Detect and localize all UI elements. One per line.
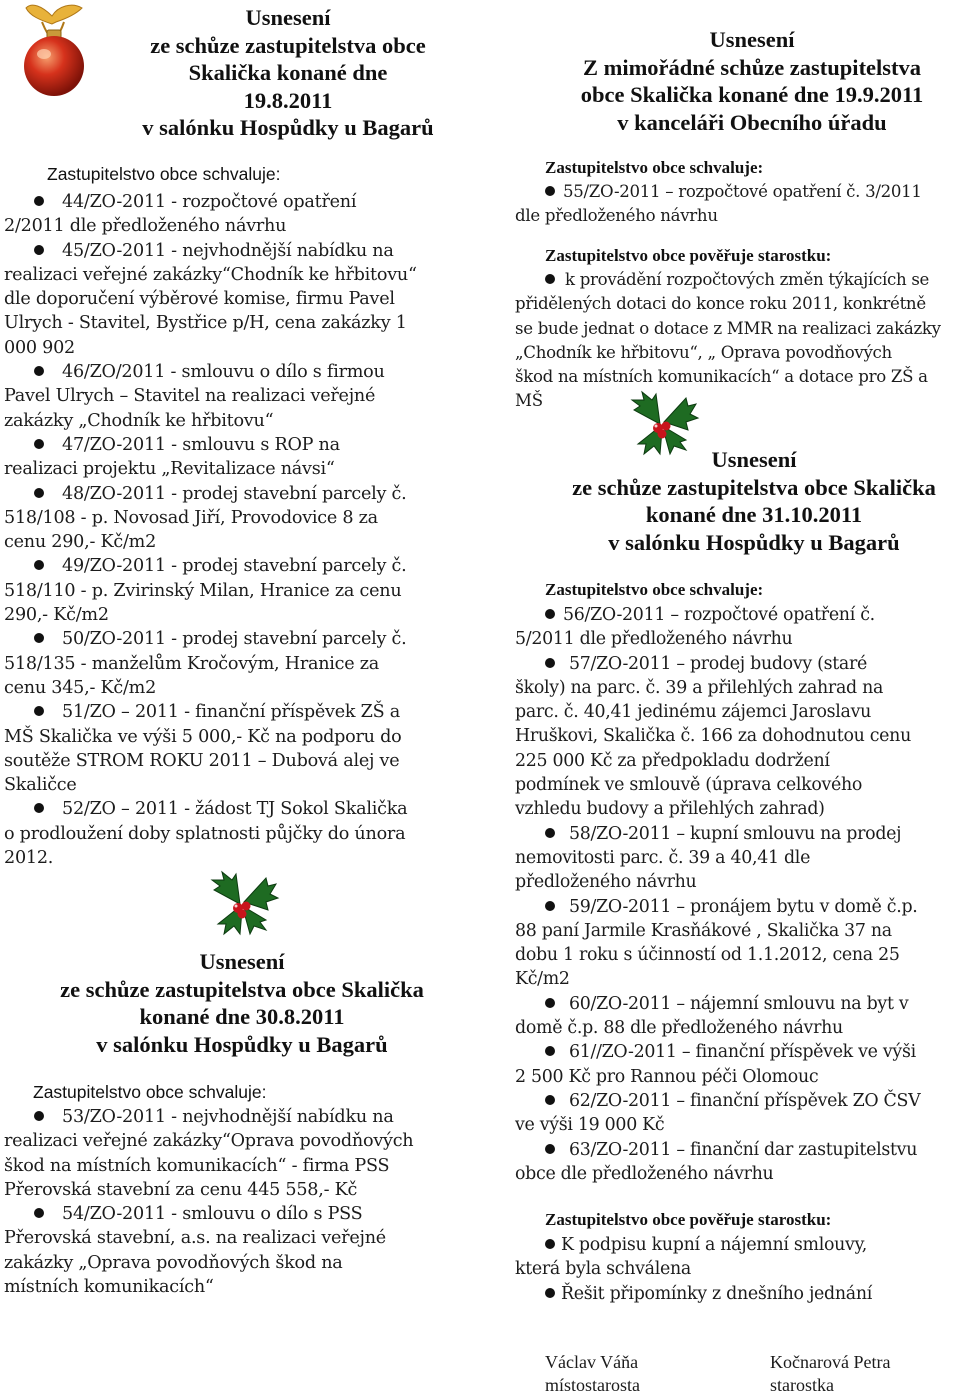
title-line: ze schůze zastupitelstva obce Skalička [572, 474, 936, 500]
list-item: 44/ZO-2011 - rozpočtové opatření 2/2011 dle předloženého návrhu [4, 192, 357, 237]
title-line: Usnesení [711, 447, 797, 472]
list-item: 48/ZO-2011 - prodej stavební parcely č. 518/108 - p. Novosad Jiří, Provodovice 8 za cenu 290,- Kč/m2 [4, 483, 407, 553]
list-item: 61//ZO-2011 – finanční příspěvek ve výši 2 500 Kč pro Rannou péči Olomouc [515, 1042, 916, 1087]
list-item: 47/ZO-2011 - smlouvu s ROP na realizaci projektu „Revitalizace návsi“ [4, 434, 340, 480]
bullet-icon [34, 803, 44, 813]
list-item: 57/ZO-2011 – prodej budovy (staré školy) na parc. č. 39 a přilehlých zahrad na parc. č. 40,41 jedinému zájemci Jaroslavu Hruškovi, Skalička č. 166 za dohodnutou cenu 225 000 Kč za předpokladu dodržení podmínek ve smlouvě (úprava celkového vzhledu budovy a přilehlých zahrad) [515, 653, 911, 820]
signature-name: Kočnarová Petra [770, 1352, 891, 1372]
signature-right [770, 1351, 890, 1397]
title-line: v salónku Hospůdky u Bagarů [142, 115, 434, 140]
list-item: 50/ZO-2011 - prodej stavební parcely č. 518/135 - manželům Kročovým, Hranice za cenu 345,- Kč/m2 [4, 629, 407, 698]
meeting1-title [0, 4, 576, 142]
meeting3-items1 [515, 180, 922, 229]
title-line: Z mimořádné schůze zastupitelstva [582, 54, 922, 80]
signature-name: Václav Váňa [545, 1352, 639, 1372]
section-heading: Zastupitelstvo obce schvaluje: [545, 158, 764, 177]
bullet-icon [34, 706, 44, 716]
meeting2-items [4, 1105, 413, 1299]
meeting2-title [0, 948, 484, 1058]
bullet-icon [545, 658, 555, 668]
title-line: Usnesení [245, 5, 331, 30]
list-item: 59/ZO-2011 – pronájem bytu v domě č.p. 88 paní Jarmile Krasňákové , Skalička 37 na dobu 1 roku s účinností od 1.1.2012, cena 25 Kč/m2 [515, 896, 918, 990]
title-line: ze schůze zastupitelstva obce [150, 32, 426, 58]
bullet-icon [34, 196, 44, 206]
meeting4-title [512, 446, 960, 556]
bullet-icon [34, 245, 44, 255]
meeting3-items2 [515, 268, 941, 414]
section-heading: Zastupitelstvo obce pověřuje starostku: [545, 1210, 832, 1229]
bullet-icon [545, 1288, 555, 1298]
bullet-icon [545, 274, 555, 284]
list-item: 54/ZO-2011 - smlouvu o dílo s PSS Přerovská stavební, a.s. na realizaci veřejné zakázky „Oprava povodňových škod na místních komunikacích“ [4, 1204, 386, 1298]
bullet-icon [545, 1046, 555, 1056]
bullet-icon [34, 633, 44, 643]
title-line: 19.8.2011 [243, 87, 333, 113]
bullet-icon [545, 1095, 555, 1105]
list-item: 56/ZO-2011 – rozpočtové opatření č. 5/2011 dle předloženého návrhu [515, 605, 875, 650]
title-line: v kanceláři Obecního úřadu [617, 109, 887, 135]
meeting3-title [512, 26, 960, 136]
list-item: 55/ZO-2011 – rozpočtové opatření č. 3/2011 dle předloženého návrhu [515, 182, 922, 226]
bullet-icon [545, 609, 555, 619]
title-line: Skalička konané dne [188, 60, 388, 85]
list-item: K podpisu kupní a nájemní smlouvy, která byla schválena [515, 1235, 868, 1280]
bullet-icon [545, 998, 555, 1008]
bullet-icon [34, 488, 44, 498]
section-heading: Zastupitelstvo obce pověřuje starostku: [545, 246, 832, 265]
holly-icon [204, 870, 280, 936]
bullet-icon [34, 560, 44, 570]
bullet-icon [34, 439, 44, 449]
bullet-icon [545, 1239, 555, 1249]
bullet-icon [545, 1144, 555, 1154]
list-item: 52/ZO – 2011 - žádost TJ Sokol Skalička o prodloužení doby splatnosti půjčky do února 2012. [4, 799, 408, 869]
list-item: 46/ZO/2011 - smlouvu o dílo s firmou Pavel Ulrych – Stavitel na realizaci veřejné zakázky „Chodník ke hřbitovu“ [4, 362, 385, 431]
list-item: 49/ZO-2011 - prodej stavební parcely č. 518/110 - p. Zvirinský Milan, Hranice za cenu 290,- Kč/m2 [4, 556, 407, 626]
title-line: konané dne 30.8.2011 [139, 1004, 345, 1029]
title-line: konané dne 31.10.2011 [645, 502, 863, 527]
list-item: 58/ZO-2011 – kupní smlouvu na prodej nemovitosti parc. č. 39 a 40,41 dle předloženého návrhu [515, 823, 902, 893]
bullet-icon [34, 1111, 44, 1121]
title-line: ze schůze zastupitelstva obce Skalička [60, 976, 424, 1002]
bullet-icon [34, 1208, 44, 1218]
signature-role: místostarosta [545, 1375, 640, 1395]
title-line: obce Skalička konané dne 19.9.2011 [580, 82, 924, 107]
signature-left [545, 1351, 640, 1397]
section-heading: Zastupitelstvo obce schvaluje: [33, 1082, 267, 1102]
title-line: Usnesení [709, 27, 795, 52]
title-line: v salónku Hospůdky u Bagarů [608, 529, 900, 555]
list-item: Řešit připomínky z dnešního jednání [515, 1282, 872, 1306]
bullet-icon [545, 901, 555, 911]
title-line: Usnesení [199, 949, 285, 974]
meeting1-items [4, 190, 417, 870]
list-item: 53/ZO-2011 - nejvhodnější nabídku na realizaci veřejné zakázky“Oprava povodňových škod na místních komunikacích“ - firma PSS Přerovská stavební za cenu 445 558,- Kč [4, 1107, 414, 1200]
bullet-icon [545, 186, 555, 196]
list-item: 51/ZO – 2011 - finanční příspěvek ZŠ a MŠ Skalička ve výši 5 000,- Kč na podporu do soutěže STROM ROKU 2011 – Dubová alej ve Skaličce [4, 702, 402, 796]
list-item: 45/ZO-2011 - nejvhodnější nabídku na realizaci veřejné zakázky“Chodník ke hřbitovu“ dle doporučení výběrové komise, firmu Pavel Ulrych - Stavitel, Bystřice p/H, cena zakázky 1 000 902 [4, 240, 417, 358]
meeting4-items1 [515, 603, 920, 1186]
meeting4-items2 [515, 1233, 872, 1306]
title-line: v salónku Hospůdky u Bagarů [96, 1031, 388, 1057]
list-item: 63/ZO-2011 – finanční dar zastupitelstvu obce dle předloženého návrhu [515, 1139, 918, 1184]
list-item: k provádění rozpočtových změn týkajících se přidělených dotaci do konce roku 2011, konkrétně se bude jednat o dotace z MMR na realizaci zakázky „Chodník ke hřbitovu“, „ Oprava povodňových škod na místních komunikacích“ a dotace pro ZŠ a MŠ [515, 270, 941, 411]
bullet-icon [545, 828, 555, 838]
bullet-icon [34, 366, 44, 376]
signature-role: starostka [770, 1375, 834, 1395]
list-item: 62/ZO-2011 – finanční příspěvek ZO ČSV ve výši 19 000 Kč [515, 1090, 921, 1136]
section-heading: Zastupitelstvo obce schvaluje: [545, 580, 764, 599]
section-heading: Zastupitelstvo obce schvaluje: [47, 164, 281, 184]
list-item: 60/ZO-2011 – nájemní smlouvu na byt v domě č.p. 88 dle předloženého návrhu [515, 993, 909, 1039]
